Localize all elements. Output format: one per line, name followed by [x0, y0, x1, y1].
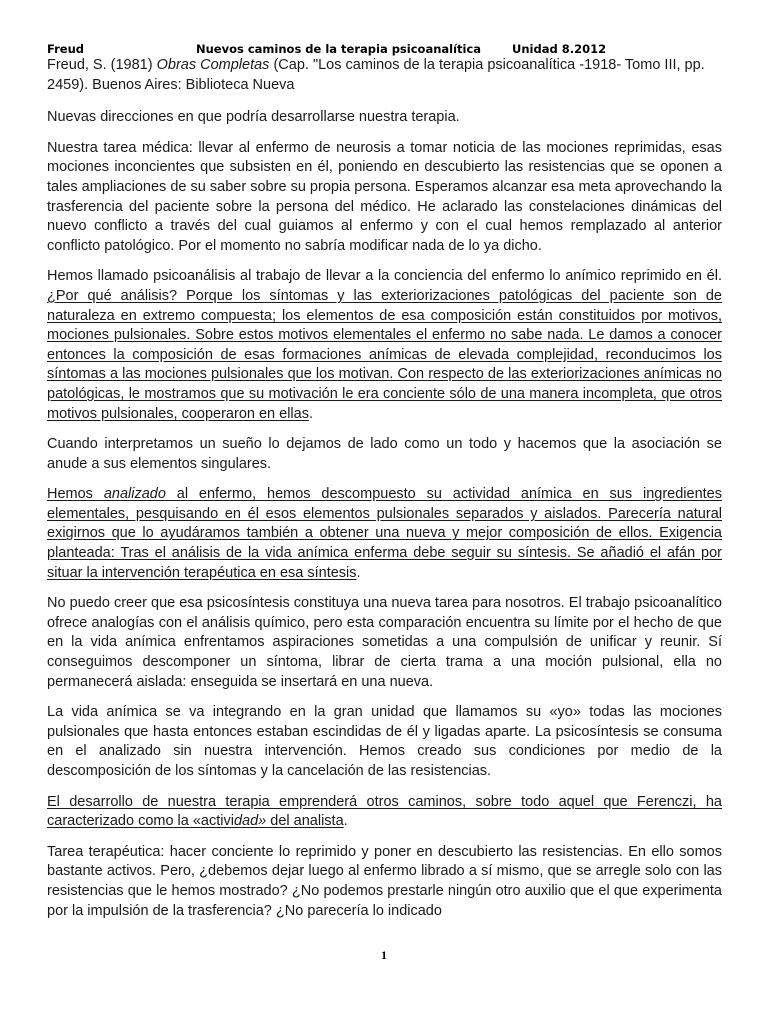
- paragraph-5-b: al enfermo, hemos descompuesto su actividad anímica en sus ingredientes elementales, pesquisando en él esos elementos pulsionales separados y aislados. Parecería natural exigirnos que lo ayudáramos también a obtener una nueva y mejor composición de ellos. Exigencia planteada: Tras el análisis de la vida anímica enferma debe seguir su síntesis. Se añadió el afán por situar la intervención terapéutica en esa síntesis: [47, 486, 722, 581]
- paragraph-9: Tarea terapéutica: hacer conciente lo reprimido y poner en descubierto las resistencias. En ello somos bastante activos. Pero, ¿debemos dejar luego al enfermo librado a sí mismo, que se arregle solo con las resistencias que le hemos mostrado? ¿No podemos prestarle ningún otro auxilio que el que experimenta por la impulsión de la trasferencia? ¿No parecería lo indicado: [47, 843, 722, 919]
- paragraph-8-part1: El desarrollo de nuestra terapia emprenderá otros caminos, sobre todo aquel que Ferenczi, ha caracterizado como la «activi: [47, 793, 722, 830]
- paragraph-8-emphasis: dad»: [233, 813, 267, 830]
- header-unit: Unidad 8.2012: [512, 42, 607, 56]
- paragraph-4: Cuando interpretamos un sueño lo dejamos de lado como un todo y hacemos que la asociación se anude a sus elementos singulares.: [47, 436, 722, 472]
- paragraph-2: Nuestra tarea médica: llevar al enfermo de neurosis a tomar noticia de las mociones reprimidas, esas mociones inconcientes que subsisten en él, poniendo en descubierto las resistencias que se oponen a tales ampliaciones de su saber sobre su propia persona. Esperamos alcanzar esa meta aprovechando la trasferencia del paciente sobre la persona del médico. He aclarado las constelaciones dinámicas del nuevo conflicto a través del cual guiamos al enfermo y con el cual hemos remplazado al anterior conflicto patológico. Por el momento no sabría modificar nada de lo ya dicho.: [47, 139, 722, 254]
- paragraph-5-end: .: [356, 564, 361, 581]
- citation-part2: (Cap. "Los caminos de la terapia psicoanalítica -1918- Tomo III, pp. 2459). Buenos Aires: Biblioteca Nueva: [47, 57, 705, 93]
- paragraph-5-a: Hemos: [47, 486, 104, 503]
- paragraph-8: [47, 793, 722, 832]
- citation: [47, 56, 722, 95]
- paragraph-3-end: .: [308, 405, 313, 422]
- paragraph-1: Nuevas direcciones en que podría desarrollarse nuestra terapia.: [47, 109, 460, 126]
- paragraph-3: [47, 267, 722, 424]
- paragraph-8-part2: del analista: [266, 813, 344, 830]
- paragraph-3-underlined: ¿Por qué análisis? Porque los síntomas y las exteriorizaciones patológicas del paciente son de naturaleza en extremo compuesta; los elementos de esa composición están constituidos por motivos, mociones pulsionales. Sobre estos motivos elementales el enfermo no sabe nada. Le damos a conocer entonces la composición de esas formaciones anímicas de elevada complejidad, reconducimos los síntomas a las mociones pulsionales que los motivan. Con respecto de las exteriorizaciones anímicas no patológicas, le mostramos que su motivación le era conciente sólo de una manera incompleta, que otros motivos pulsionales, cooperaron en ellas: [47, 287, 722, 422]
- paragraph-5-emphasis: analizado: [103, 486, 166, 503]
- page-number: 1: [381, 948, 387, 962]
- paragraph-5-underlined: [47, 486, 722, 580]
- paragraph-8-underlined: [47, 794, 722, 830]
- citation-part1: Freud, S. (1981): [47, 57, 157, 73]
- paragraph-3-intro: Hemos llamado psicoanálisis al trabajo de llevar a la conciencia del enfermo lo anímico reprimido en él.: [47, 268, 722, 285]
- paragraph-7: La vida anímica se va integrando en la gran unidad que llamamos su «yo» todas las mociones pulsionales que hasta entonces estaban escindidas de él y ligadas aparte. La psicosíntesis se consuma en el analizado sin nuestra intervención. Hemos creado sus condiciones por medio de la descomposición de los síntomas y la cancelación de las resistencias.: [47, 704, 722, 779]
- paragraph-6: No puedo creer que esa psicosíntesis constituya una nueva tarea para nosotros. El trabajo psicoanalítico ofrece analogías con el análisis químico, pero esta comparación encuentra su límite por el hecho de que en la vida anímica enfrentamos aspiraciones sometidas a una compulsión de unificar y reunir. Sí conseguimos descomponer un síntoma, librar de cierta trama a una moción pulsional, ella no permanecerá aislada: enseguida se insertará en una nueva.: [47, 595, 722, 690]
- citation-book-title: Obras Completas: [156, 57, 270, 73]
- header-title: Nuevos caminos de la terapia psicoanalítica: [196, 42, 482, 56]
- paragraph-8-end: .: [343, 813, 348, 830]
- document-body: [47, 56, 722, 932]
- paragraph-5: [47, 485, 722, 583]
- header-author: Freud: [47, 42, 85, 56]
